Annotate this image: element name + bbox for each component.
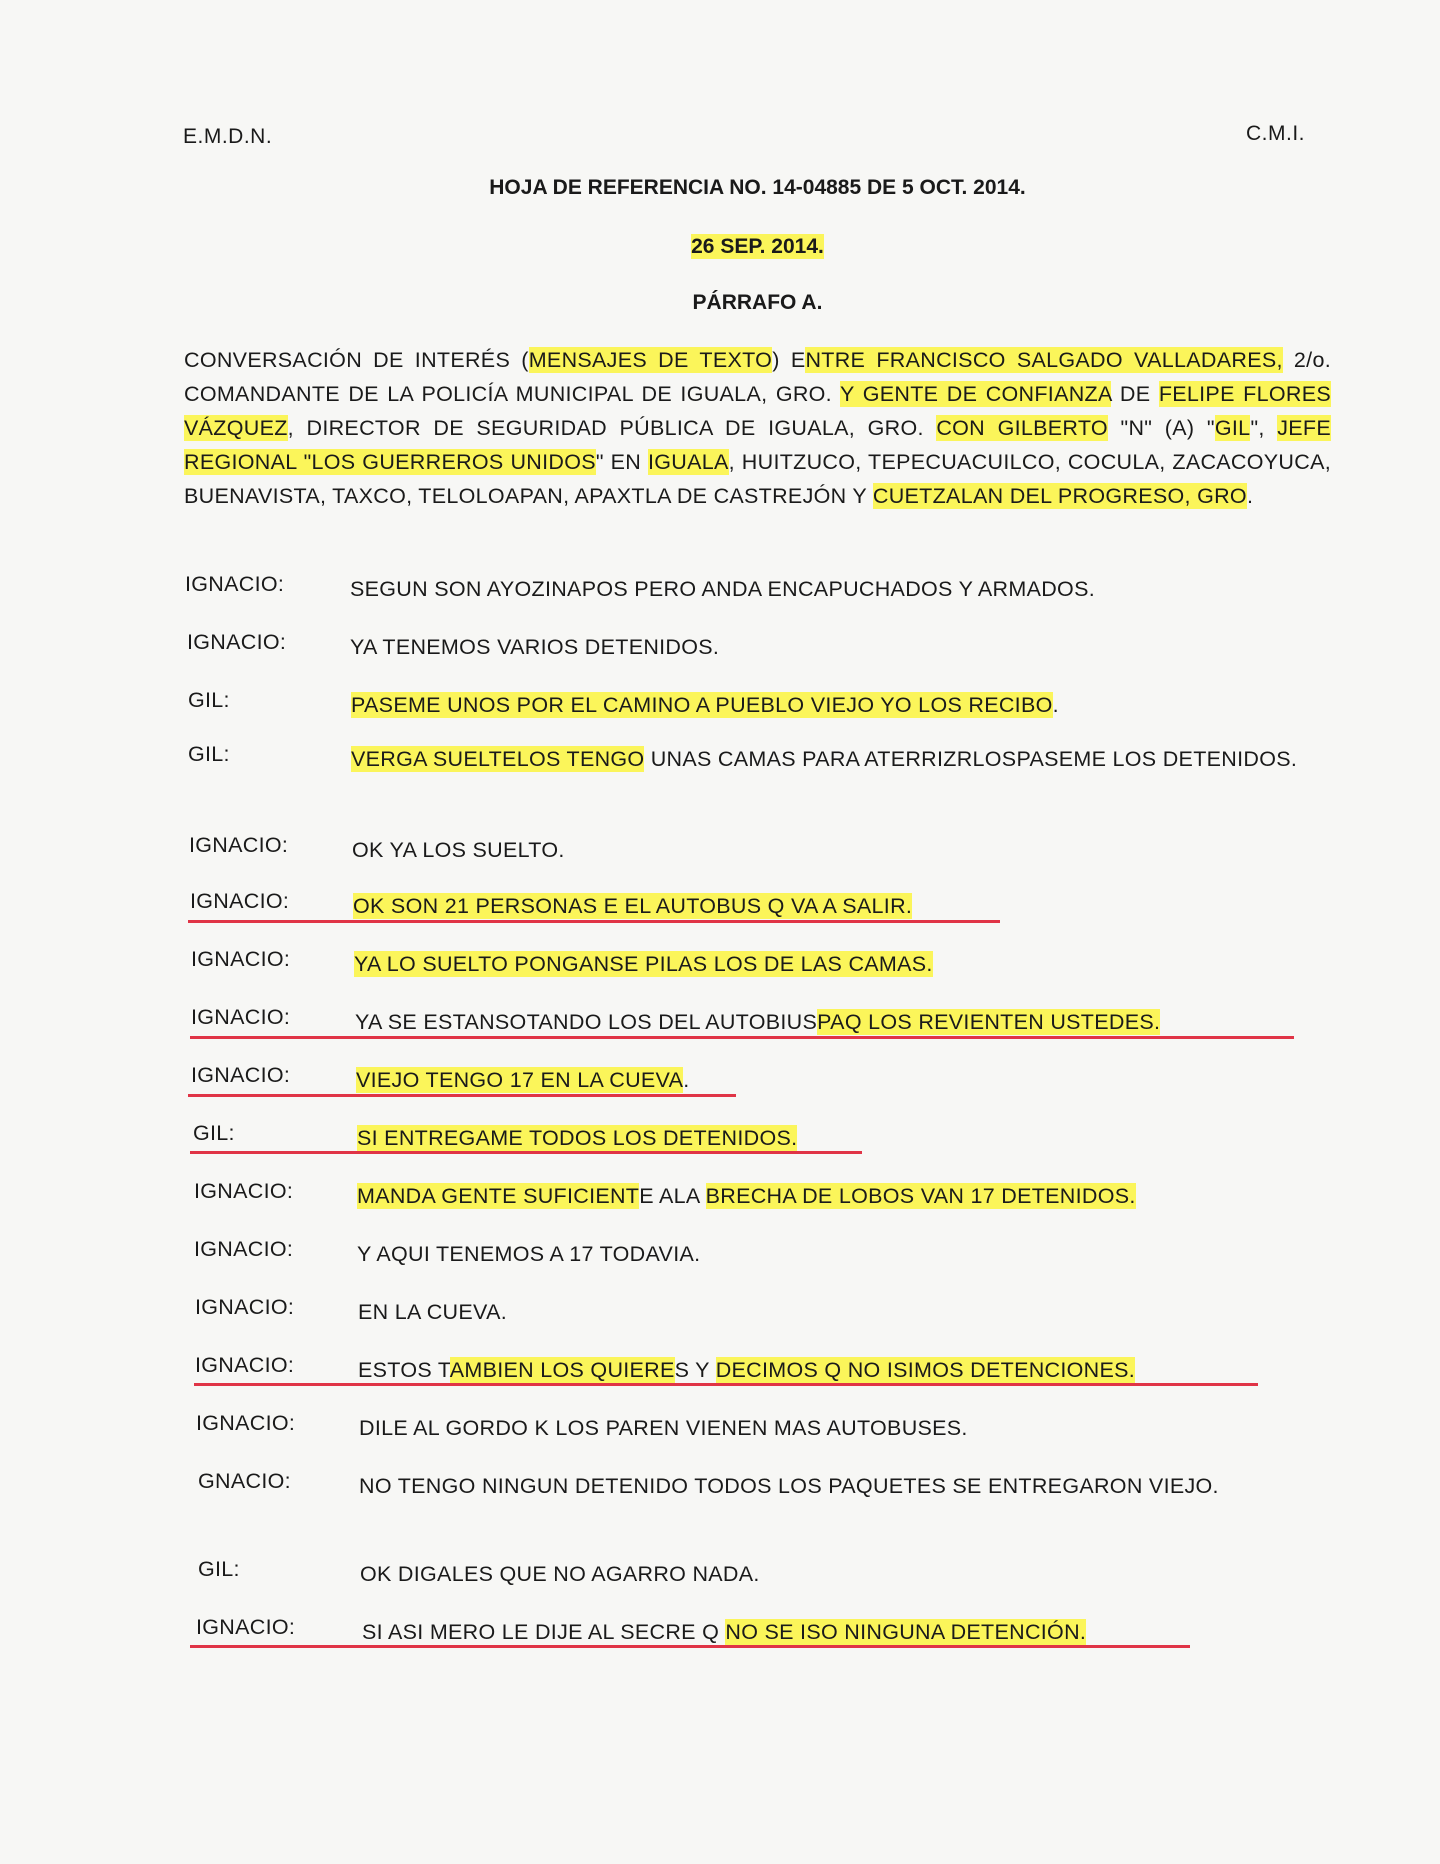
section-heading: PÁRRAFO A. [692,291,823,314]
speaker-label: GIL: [188,742,230,766]
speaker-label: GIL: [193,1121,235,1145]
red-underline [190,1645,1190,1648]
speaker-label: IGNACIO: [191,1063,291,1087]
document-title: HOJA DE REFERENCIA NO. 14-04885 DE 5 OCT. 2014. [489,176,1026,199]
message-text: YA LO SUELTO PONGANSE PILAS LOS DE LAS CAMAS. [354,952,933,976]
red-underline [190,1151,862,1154]
message-text: Y AQUI TENEMOS A 17 TODAVIA. [357,1242,701,1266]
message-text: ESTOS TAMBIEN LOS QUIERES Y DECIMOS Q NO ISIMOS DETENCIONES. [358,1358,1136,1382]
document-date-text: 26 SEP. 2014. [691,235,824,258]
message-text: MANDA GENTE SUFICIENTE ALA BRECHA DE LOBOS VAN 17 DETENIDOS. [357,1184,1136,1208]
speaker-label: GNACIO: [198,1469,291,1493]
message-text: SI ASI MERO LE DIJE AL SECRE Q NO SE ISO NINGUNA DETENCIÓN. [362,1620,1087,1644]
message-text: YA TENEMOS VARIOS DETENIDOS. [350,635,720,659]
speaker-label: IGNACIO: [191,1005,291,1029]
red-underline [190,1036,1294,1039]
speaker-label: IGNACIO: [187,630,287,654]
speaker-label: IGNACIO: [194,1237,294,1261]
speaker-label: IGNACIO: [195,1295,295,1319]
message-text: PASEME UNOS POR EL CAMINO A PUEBLO VIEJO YO LOS RECIBO. [351,693,1059,717]
red-underline [188,1094,736,1097]
speaker-label: IGNACIO: [196,1411,296,1435]
speaker-label: GIL: [198,1557,240,1581]
message-text: YA SE ESTANSOTANDO LOS DEL AUTOBIUSPAQ LOS REVIENTEN USTEDES. [355,1010,1161,1034]
red-underline [188,920,1000,923]
speaker-label: IGNACIO: [195,1353,295,1377]
message-text: NO TENGO NINGUN DETENIDO TODOS LOS PAQUETES SE ENTREGARON VIEJO. [359,1474,1219,1498]
red-underline [194,1383,1258,1386]
speaker-label: GIL: [188,688,230,712]
speaker-label: IGNACIO: [194,1179,294,1203]
speaker-label: IGNACIO: [185,572,285,596]
speaker-label: IGNACIO: [191,947,291,971]
message-text: VIEJO TENGO 17 EN LA CUEVA. [356,1068,690,1092]
message-text: EN LA CUEVA. [358,1300,507,1324]
message-text: DILE AL GORDO K LOS PAREN VIENEN MAS AUTOBUSES. [359,1416,968,1440]
header-left-code: E.M.D.N. [183,125,273,148]
speaker-label: IGNACIO: [189,833,289,857]
message-text: OK SON 21 PERSONAS E EL AUTOBUS Q VA A SALIR. [353,894,913,918]
intro-paragraph: CONVERSACIÓN DE INTERÉS (MENSAJES DE TEXTO) ENTRE FRANCISCO SALGADO VALLADARES, 2/o. COMANDANTE DE LA POLICÍA MUNICIPAL DE IGUALA, GRO. Y GENTE DE CONFIANZA DE FELIPE FLORES VÁZQUEZ, DIRECTOR DE SEGURIDAD PÚBLICA DE IGUALA, GRO. CON GILBERTO "N" (A) "GIL", JEFE REGIONAL "LOS GUERREROS UNIDOS" EN IGUALA, HUITZUCO, TEPECUACUILCO, COCULA, ZACACOYUCA, BUENAVISTA, TAXCO, TELOLOAPAN, APAXTLA DE CASTREJÓN Y CUETZALAN DEL PROGRESO, GRO. [184,348,1331,508]
message-text: OK DIGALES QUE NO AGARRO NADA. [360,1562,760,1586]
message-text: VERGA SUELTELOS TENGO UNAS CAMAS PARA ATERRIZRLOSPASEME LOS DETENIDOS. [351,747,1298,771]
speaker-label: IGNACIO: [190,889,290,913]
message-text: SI ENTREGAME TODOS LOS DETENIDOS. [357,1126,798,1150]
document-date [0,235,1440,259]
speaker-label: IGNACIO: [196,1615,296,1639]
message-text: SEGUN SON AYOZINAPOS PERO ANDA ENCAPUCHADOS Y ARMADOS. [350,577,1095,601]
message-text: OK YA LOS SUELTO. [352,838,565,862]
header-right-code: C.M.I. [1246,122,1305,145]
